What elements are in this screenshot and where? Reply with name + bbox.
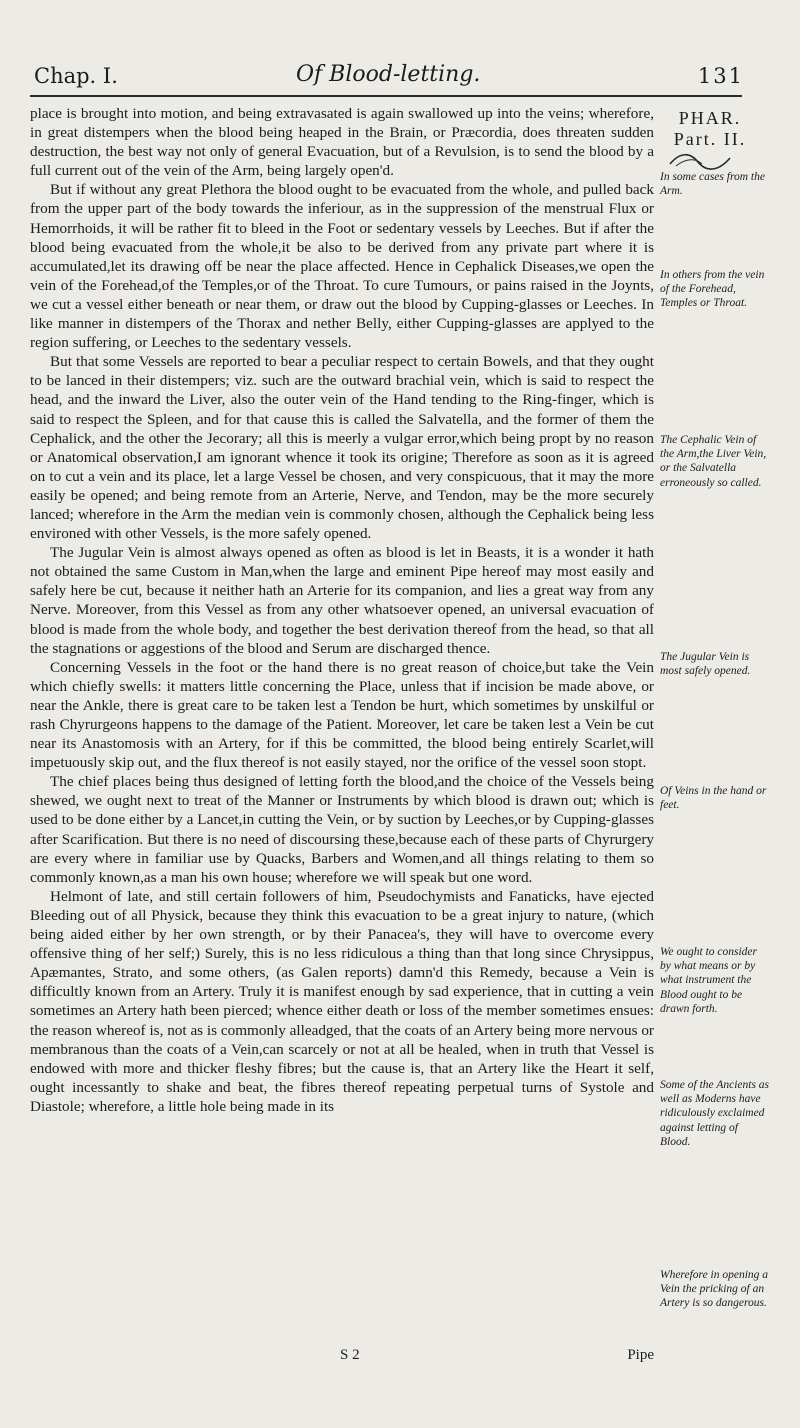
- flourish-ornament: [668, 150, 732, 172]
- margin-note: In some cases from the Arm.: [660, 171, 765, 198]
- section-part: Part. II.: [673, 129, 747, 149]
- paragraph: But if without any great Plethora the blood ought to be evacuated from the whole, and pulled back from the upper part of the body towards the inferiour, as in the suppression of the menstrual Flux or Hemorrhoids, it will be rather fit to bleed in the Foot or sedentary vessels by Leeches. But if after the blood being evacuated from the whole,it be also to be derived from any private part where it is accumulated,let its drawing off be near the place affected. Hence in Cephalick Diseases,we open the vein of the Forehead,of the Temples,or of the Throat. To cure Tumours, or pains raised in the Joynts, we cut a vessel either beneath or near them, or draw out the blood by Cupping-glasses or Leeches. In like manner in distempers of the Thorax and nether Belly, either Cupping-glasses are applyed to the region suffering, or Leeches to the sedentary vessels.: [30, 181, 654, 352]
- paragraph: Helmont of late, and still certain followers of him, Pseudochymists and Fanaticks, have ejected Bleeding out of all Physick, because they think this evacuation to be a great injury to nature, (which being aided either by her own strength, or by their Panacea's, they will have to overcome every offensive thing of her self;) Surely, this is no less ridiculous a thing than that long since Chrysippus, Apæmantes, Strato, and some others, (as Galen reports) damn'd this Remedy, because a Vein is difficultly known from an Artery. Truly it is manifest enough by sad experience, that in cutting a vein sometimes an Artery hath been pierced; whence either death or loss of the member sometimes ensues: the reason whereof is, not as is commonly alleadged, that the coats of an Artery being more nervous or membranous than the coats of a Vein,can scarcely or not at all be healed, when in truth that Vessel is endowed with more and thicker fleshy fibres; but the cause is, that an Artery like the Heart it self, ought incessantly to shake and beat, the fibres thereof repeating perpetual turns of Systole and Diastole; wherefore, a little hole being made in its: [30, 887, 654, 1115]
- margin-note: In others from the vein of the Forehead, Temples or Throat.: [660, 269, 765, 310]
- margin-note: The Jugular Vein is most safely opened.: [660, 651, 751, 678]
- main-text: [30, 104, 654, 1116]
- paragraph: The Jugular Vein is almost always opened as often as blood is let in Beasts, it is a wonder it hath not obtained the same Custom in Man,when the large and eminent Pipe hereof may most easily and safely here be cut, because it neither hath an Arterie for its companion, and lies a great way from any Nerve. Moreover, from this Vessel as from any other whatsoever opened, an universal evacuation of blood is made from the whole body, and together the best derivation thereof from the head, so that all the stagnations or aggestions of the blood and Serum are discharged thence.: [30, 544, 654, 657]
- signature-mark: S 2: [340, 1347, 360, 1363]
- margin-note: Wherefore in opening a Vein the pricking of an Artery is so dangerous.: [660, 1269, 769, 1310]
- margin-note: We ought to consider by what means or by what instrument the Blood ought to be drawn forth.: [660, 946, 757, 1015]
- page-number: 131: [697, 64, 744, 88]
- margin-note: Of Veins in the hand or feet.: [660, 785, 767, 812]
- catchword: Pipe: [627, 1347, 654, 1363]
- paragraph: place is brought into motion, and being extravasated is again swallowed up into the veins; wherefore, in great distempers when the blood being heaped in the Brain, or Præcordia, does threaten sudden destruction, the best way not only of general Evacuation, but of a Revulsion, is to send the blood by a full current out of the vein of the Arm, being largely open'd.: [30, 105, 654, 180]
- chapter-label: Chap. I.: [34, 64, 118, 88]
- margin-note: The Cephalic Vein of the Arm,the Liver Vein, or the Salvatella erroneously so called.: [660, 434, 767, 489]
- page-title: Of Blood-letting.: [296, 62, 481, 87]
- paragraph: Concerning Vessels in the foot or the hand there is no great reason of choice,but take the Vein which chiefly swells: it matters little concerning the Place, unless that if incision be made above, or near the Ankle, there is great care to be taken lest a Tendon be hurt, which sometimes by unskilful or rash Chyrurgeons happens to the damage of the Patient. Moreover, let care be taken lest a Vein be cut near its Anastomosis with an Artery, for if this be committed, the blood being entirely Scarlet,will impetuously skip out, and the flux thereof is not easily stayed, nor the orifice of the vessel soon stopt.: [30, 658, 654, 772]
- margin-note: Some of the Ancients as well as Moderns have ridiculously exclaimed against letting of Blood.: [660, 1079, 770, 1148]
- section-marker: [660, 108, 760, 150]
- page-footer: [30, 1347, 654, 1369]
- paragraph: But that some Vessels are reported to bear a peculiar respect to certain Bowels, and that they ought to be lanced in their distempers; viz. such are the outward brachial vein, which is said to respect the head, and the inward the Liver, also the outer vein of the Hand tending to the Ring-finger, which is said to respect the Spleen, and for that cause this is called the Salvatella, and the former of them the Cephalick, and the other the Jecorary; all this is meerly a vulgar error,which being propt by no reason or Anatomical observation,I am ignorant whence it took its origine; Therefore as soon as it is agreed on to cut a vein and its place, let a large Vessel be chosen, and very conspicuous, that it may the more easily be opened; and being remote from an Arterie, Nerve, and Tendon, may be the more securely lanced; wherefore in the Arm the median vein is commonly chosen, although the Cephalick being less environed with other Vessels, is the more safely opened.: [30, 353, 654, 543]
- header-rule: [30, 95, 742, 97]
- paragraph: The chief places being thus designed of letting forth the blood,and the choice of the Vessels being shewed, we ought next to treat of the Manner or Instruments by which blood is drawn out; which is used to be done either by a Lancet,in cutting the Vein, or by suction by Leeches,or by Cupping-glasses after Scarification. But there is no need of discoursing these,because each of these parts of Chyrurgery are every where in familiar use by Quacks, Barbers and Women,and all things relating to them so commonly known,as a man his own house; wherefore we will speak but one word.: [30, 773, 654, 886]
- section-phar: PHAR.: [678, 108, 742, 128]
- running-header: [34, 58, 744, 98]
